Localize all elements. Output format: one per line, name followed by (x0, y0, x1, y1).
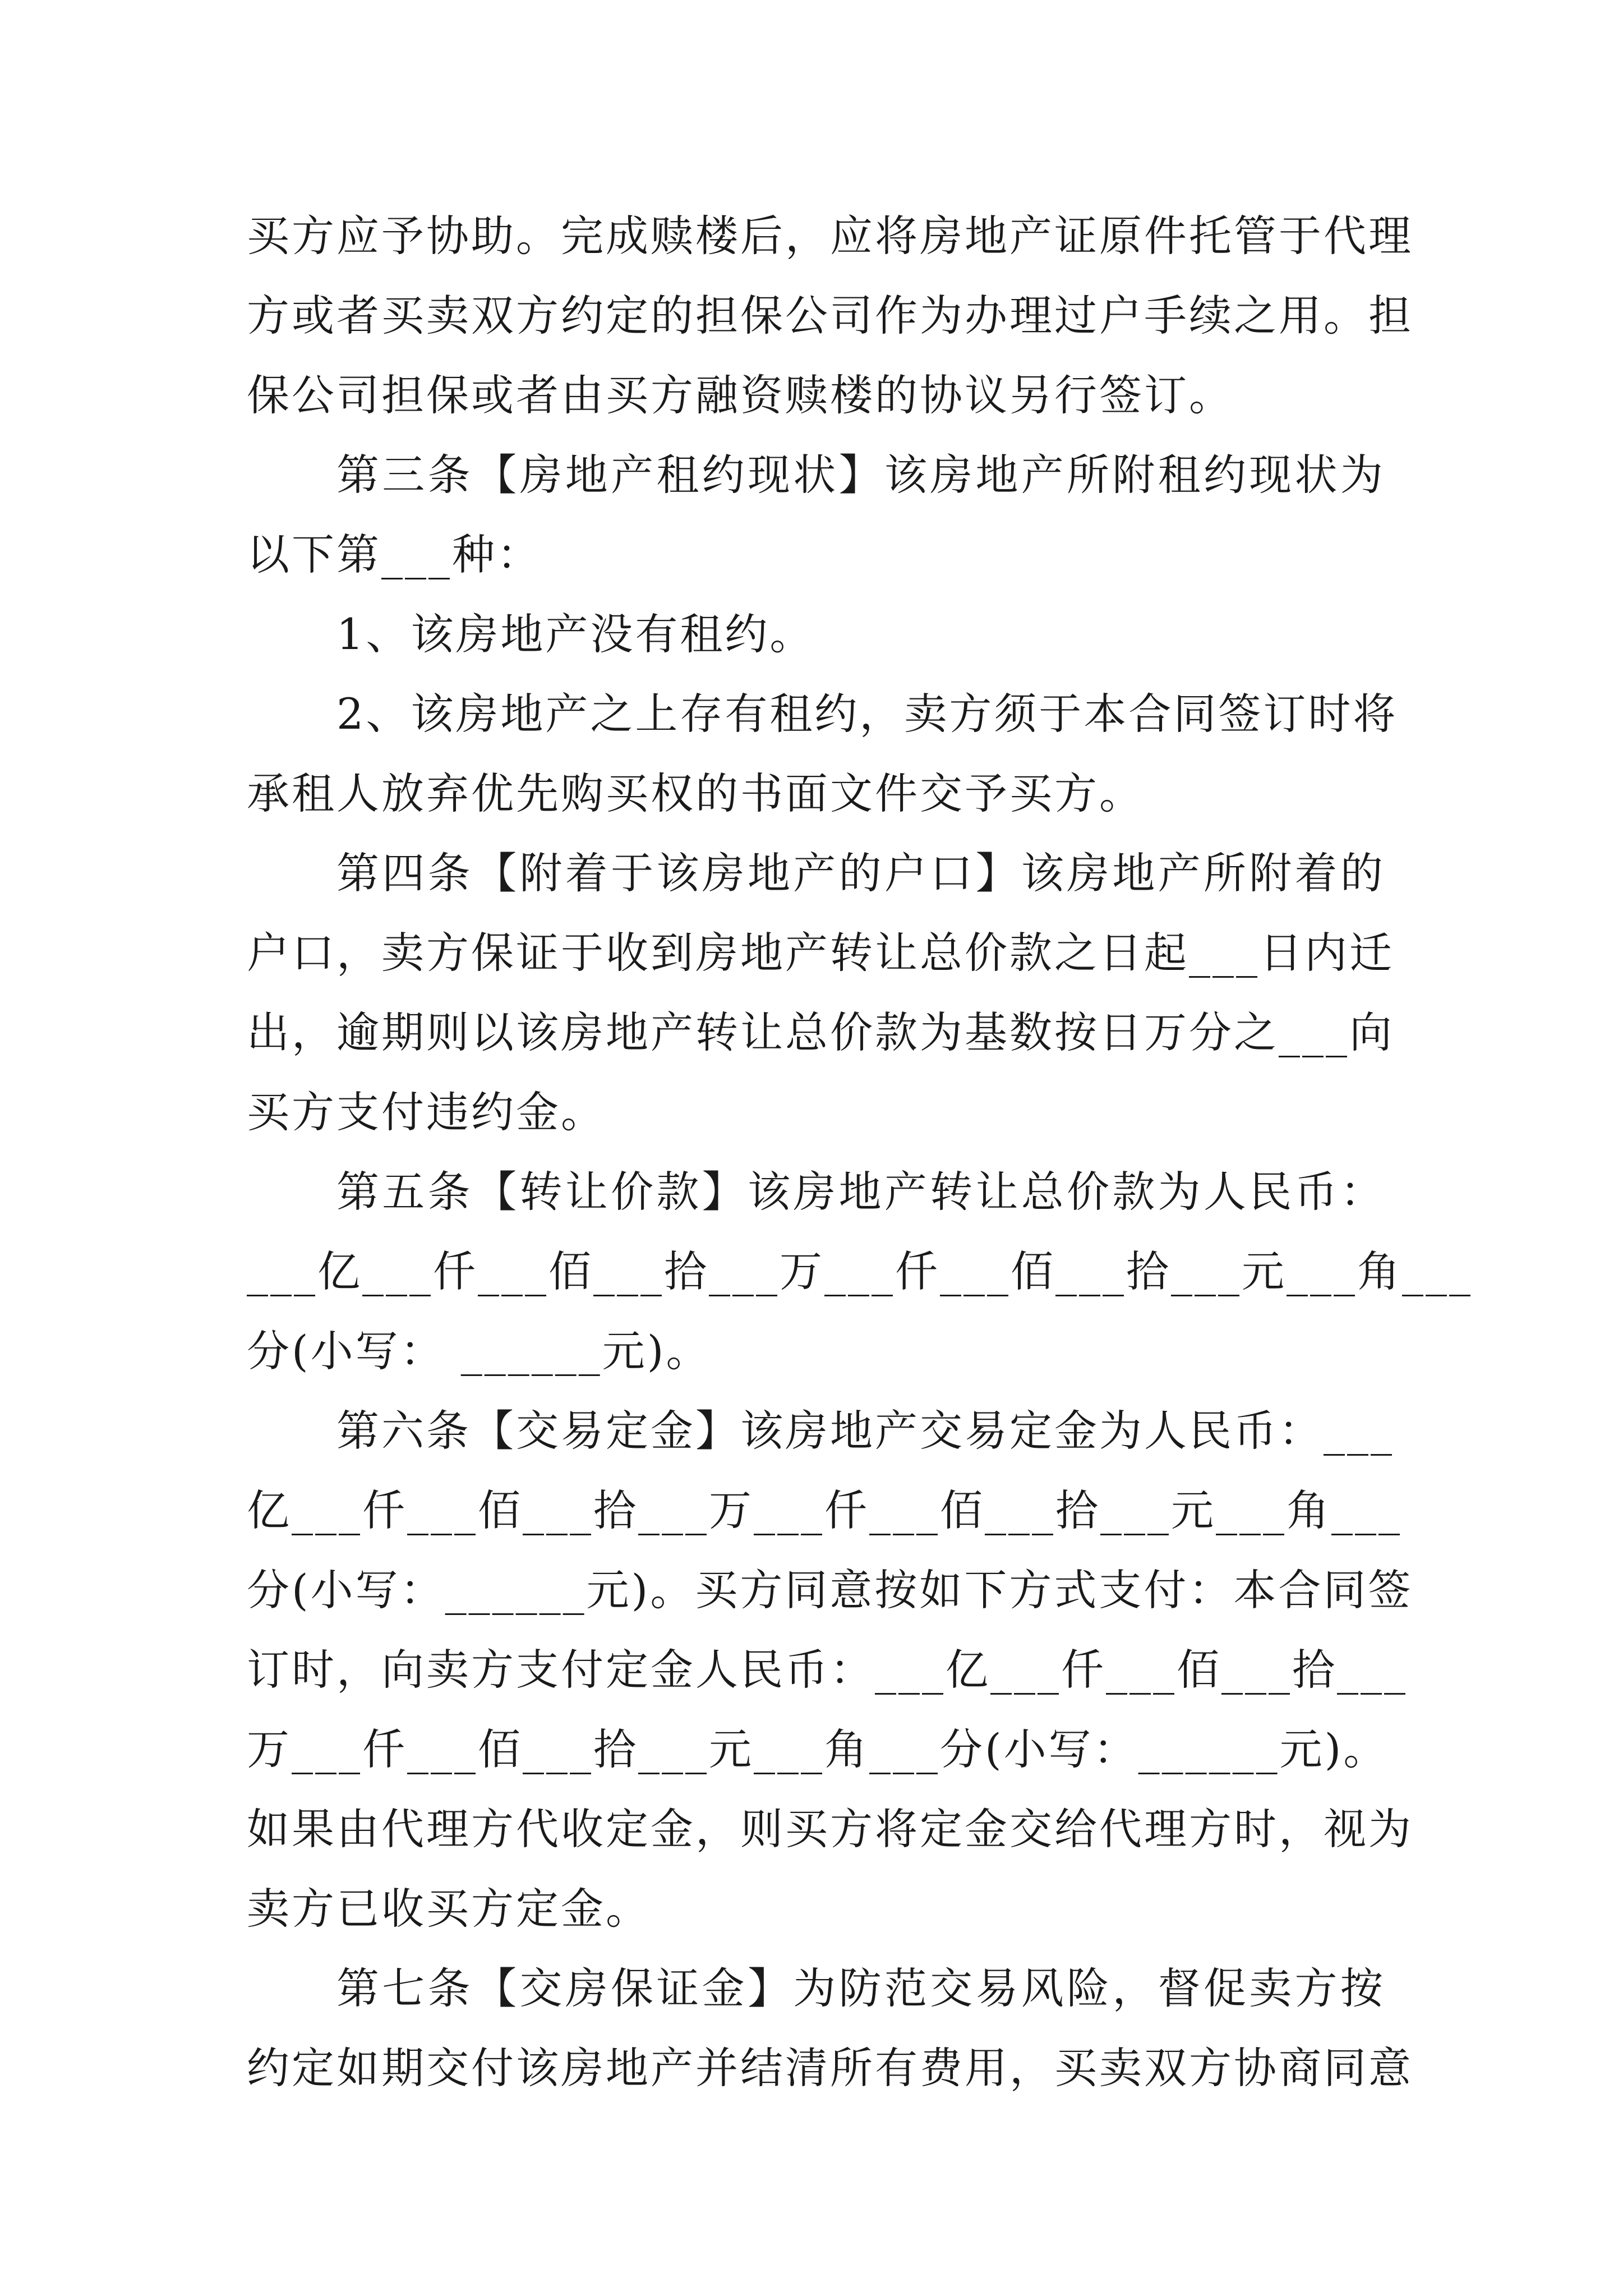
text-line: ___ 亿 ___ 仟 ___ 佰 ___ 拾 ___ 万 ___ 仟 ___ 佰 ___ 拾 ___ 元 ___ 角 ___ (247, 1246, 1473, 1296)
text-line: 卖方已收买方定金。 (247, 1884, 651, 1934)
text-line: 订 时 ， 向 卖 方 支 付 定 金 人 民 币 ： ___ 亿 ___ 仟 ___ 佰 ___ 拾 ___ (247, 1645, 1408, 1695)
text-line: 分 ( 小 写 ： ______ 元 ) 。 买 方 同 意 按 如 下 方 式 支 付 ： 本 合 同 签 (247, 1565, 1413, 1615)
text-line: 第 三 条 【 房 地 产 租 约 现 状 】 该 房 地 产 所 附 租 约 现 状 为 (336, 450, 1385, 500)
text-line: 方 或 者 买 卖 双 方 约 定 的 担 保 公 司 作 为 办 理 过 户 手 续 之 用 。 担 (247, 291, 1413, 341)
text-line: 分(小写： ______元)。 (247, 1326, 711, 1376)
text-line: 买 方 应 予 协 助 。 完 成 赎 楼 后 ， 应 将 房 地 产 证 原 件 托 管 于 代 理 (247, 211, 1413, 261)
text-line: 如 果 由 代 理 方 代 收 定 金 ， 则 买 方 将 定 金 交 给 代 理 方 时 ， 视 为 (247, 1804, 1413, 1854)
text-line: 万 ___ 仟 ___ 佰 ___ 拾 ___ 元 ___ 角 ___ 分 ( 小 写 ： ______ 元 ) 。 (247, 1724, 1389, 1774)
contract-text (247, 196, 1473, 2108)
text-line: 约 定 如 期 交 付 该 房 地 产 并 结 清 所 有 费 用 ， 买 卖 双 方 协 商 同 意 (247, 2043, 1413, 2093)
text-line: 第 七 条 【 交 房 保 证 金 】 为 防 范 交 易 风 险 ， 督 促 卖 方 按 (336, 1963, 1385, 2013)
text-line: 第 六 条 【 交 易 定 金 】 该 房 地 产 交 易 定 金 为 人 民 币 ： ___ (336, 1406, 1394, 1456)
text-line: 第 五 条 【 转 让 价 款 】 该 房 地 产 转 让 总 价 款 为 人 民 币 ： (336, 1167, 1385, 1217)
text-line: 2 、 该 房 地 产 之 上 存 有 租 约 ， 卖 方 须 于 本 合 同 签 订 时 将 (336, 689, 1398, 739)
text-line: 以下第___种： (247, 530, 542, 579)
text-line: 1、该房地产没有租约。 (336, 609, 815, 659)
text-line: 亿 ___ 仟 ___ 佰 ___ 拾 ___ 万 ___ 仟 ___ 佰 ___ 拾 ___ 元 ___ 角 ___ (247, 1485, 1402, 1535)
text-line: 出 ， 逾 期 则 以 该 房 地 产 转 让 总 价 款 为 基 数 按 日 万 分 之 ___ 向 (247, 1007, 1394, 1057)
text-line: 买方支付违约金。 (247, 1087, 606, 1137)
text-line: 户 口 ， 卖 方 保 证 于 收 到 房 地 产 转 让 总 价 款 之 日 起 ___ 日 内 迁 (247, 928, 1394, 978)
text-line: 承租人放弃优先购买权的书面文件交予买方。 (247, 769, 1144, 818)
text-line: 第 四 条 【 附 着 于 该 房 地 产 的 户 口 】 该 房 地 产 所 附 着 的 (336, 848, 1385, 898)
text-line: 保公司担保或者由买方融资赎楼的协议另行签订。 (247, 370, 1234, 420)
